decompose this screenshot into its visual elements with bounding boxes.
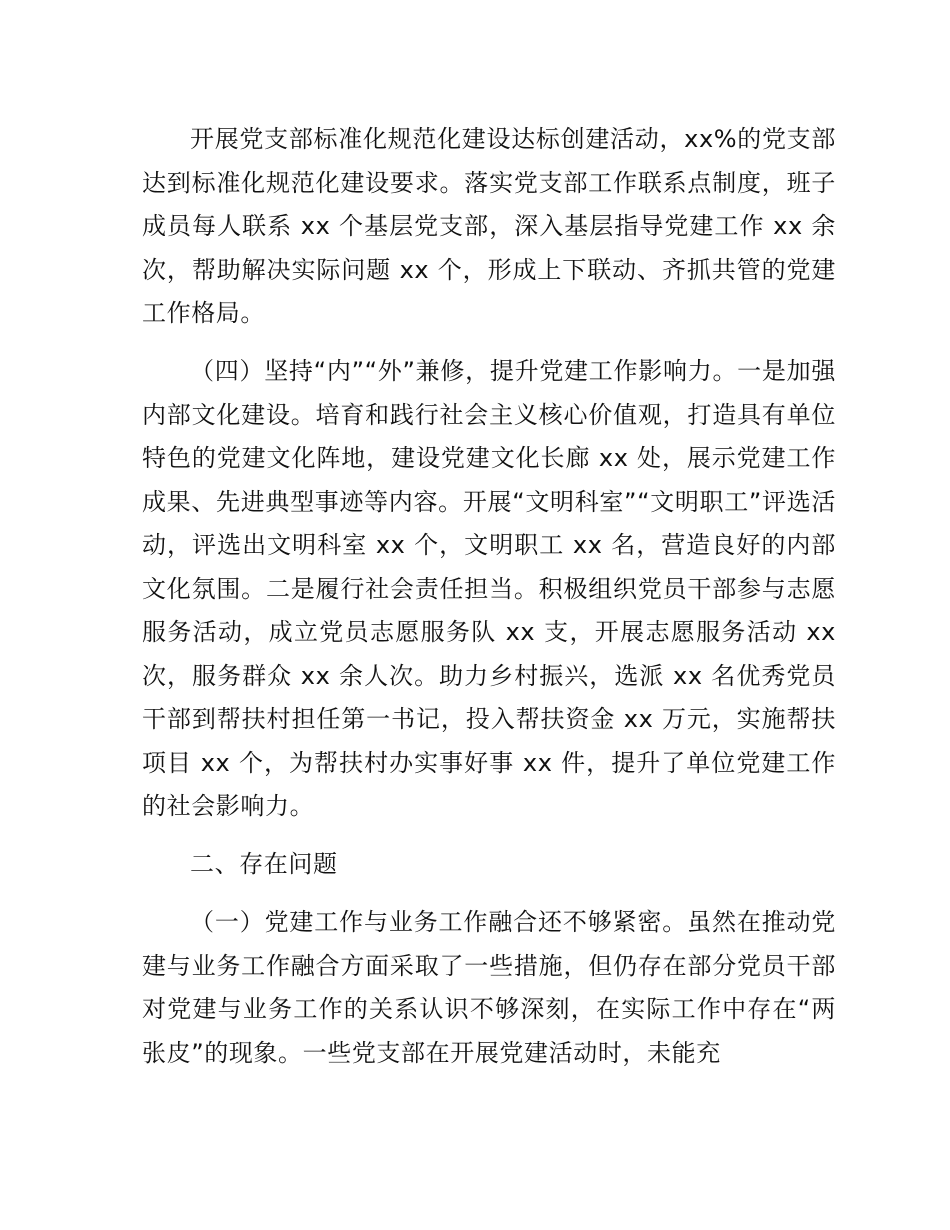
document-body (142, 118, 836, 1090)
paragraph-influence: （四）坚持“内”“外”兼修，提升党建工作影响力。一是加强内部文化建设。培育和践行社会主义核心价值观，打造具有单位特色的党建文化阵地，建设党建文化长廊 xx 处，展示党建工作成果、先进典型事迹等内容。开展“文明科室”“文明职工”评选活动，评选出文明科室 xx 个，文明职工 xx 名，营造良好的内部文化氛围。二是履行社会责任担当。积极组织党员干部参与志愿服务活动，成立党员志愿服务队 xx 支，开展志愿服务活动 xx 次，服务群众 xx 余人次。助力乡村振兴，选派 xx 名优秀党员干部到帮扶村担任第一书记，投入帮扶资金 xx 万元，实施帮扶项目 xx 个，为帮扶村办实事好事 xx 件，提升了单位党建工作的社会影响力。 (142, 357, 836, 820)
section-heading-problems: 二、存在问题 (190, 850, 338, 878)
paragraph-standardization: 开展党支部标准化规范化建设达标创建活动，xx%的党支部达到标准化规范化建设要求。落实党支部工作联系点制度，班子成员每人联系 xx 个基层党支部，深入基层指导党建工作 xx 余次，帮助解决实际问题 xx 个，形成上下联动、齐抓共管的党建工作格局。 (142, 125, 836, 327)
paragraph-integration-problem: （一）党建工作与业务工作融合还不够紧密。虽然在推动党建与业务工作融合方面采取了一些措施，但仍存在部分党员干部对党建与业务工作的关系认识不够深刻，在实际工作中存在“两张皮”的现象。一些党支部在开展党建活动时，未能充 (142, 908, 836, 1067)
